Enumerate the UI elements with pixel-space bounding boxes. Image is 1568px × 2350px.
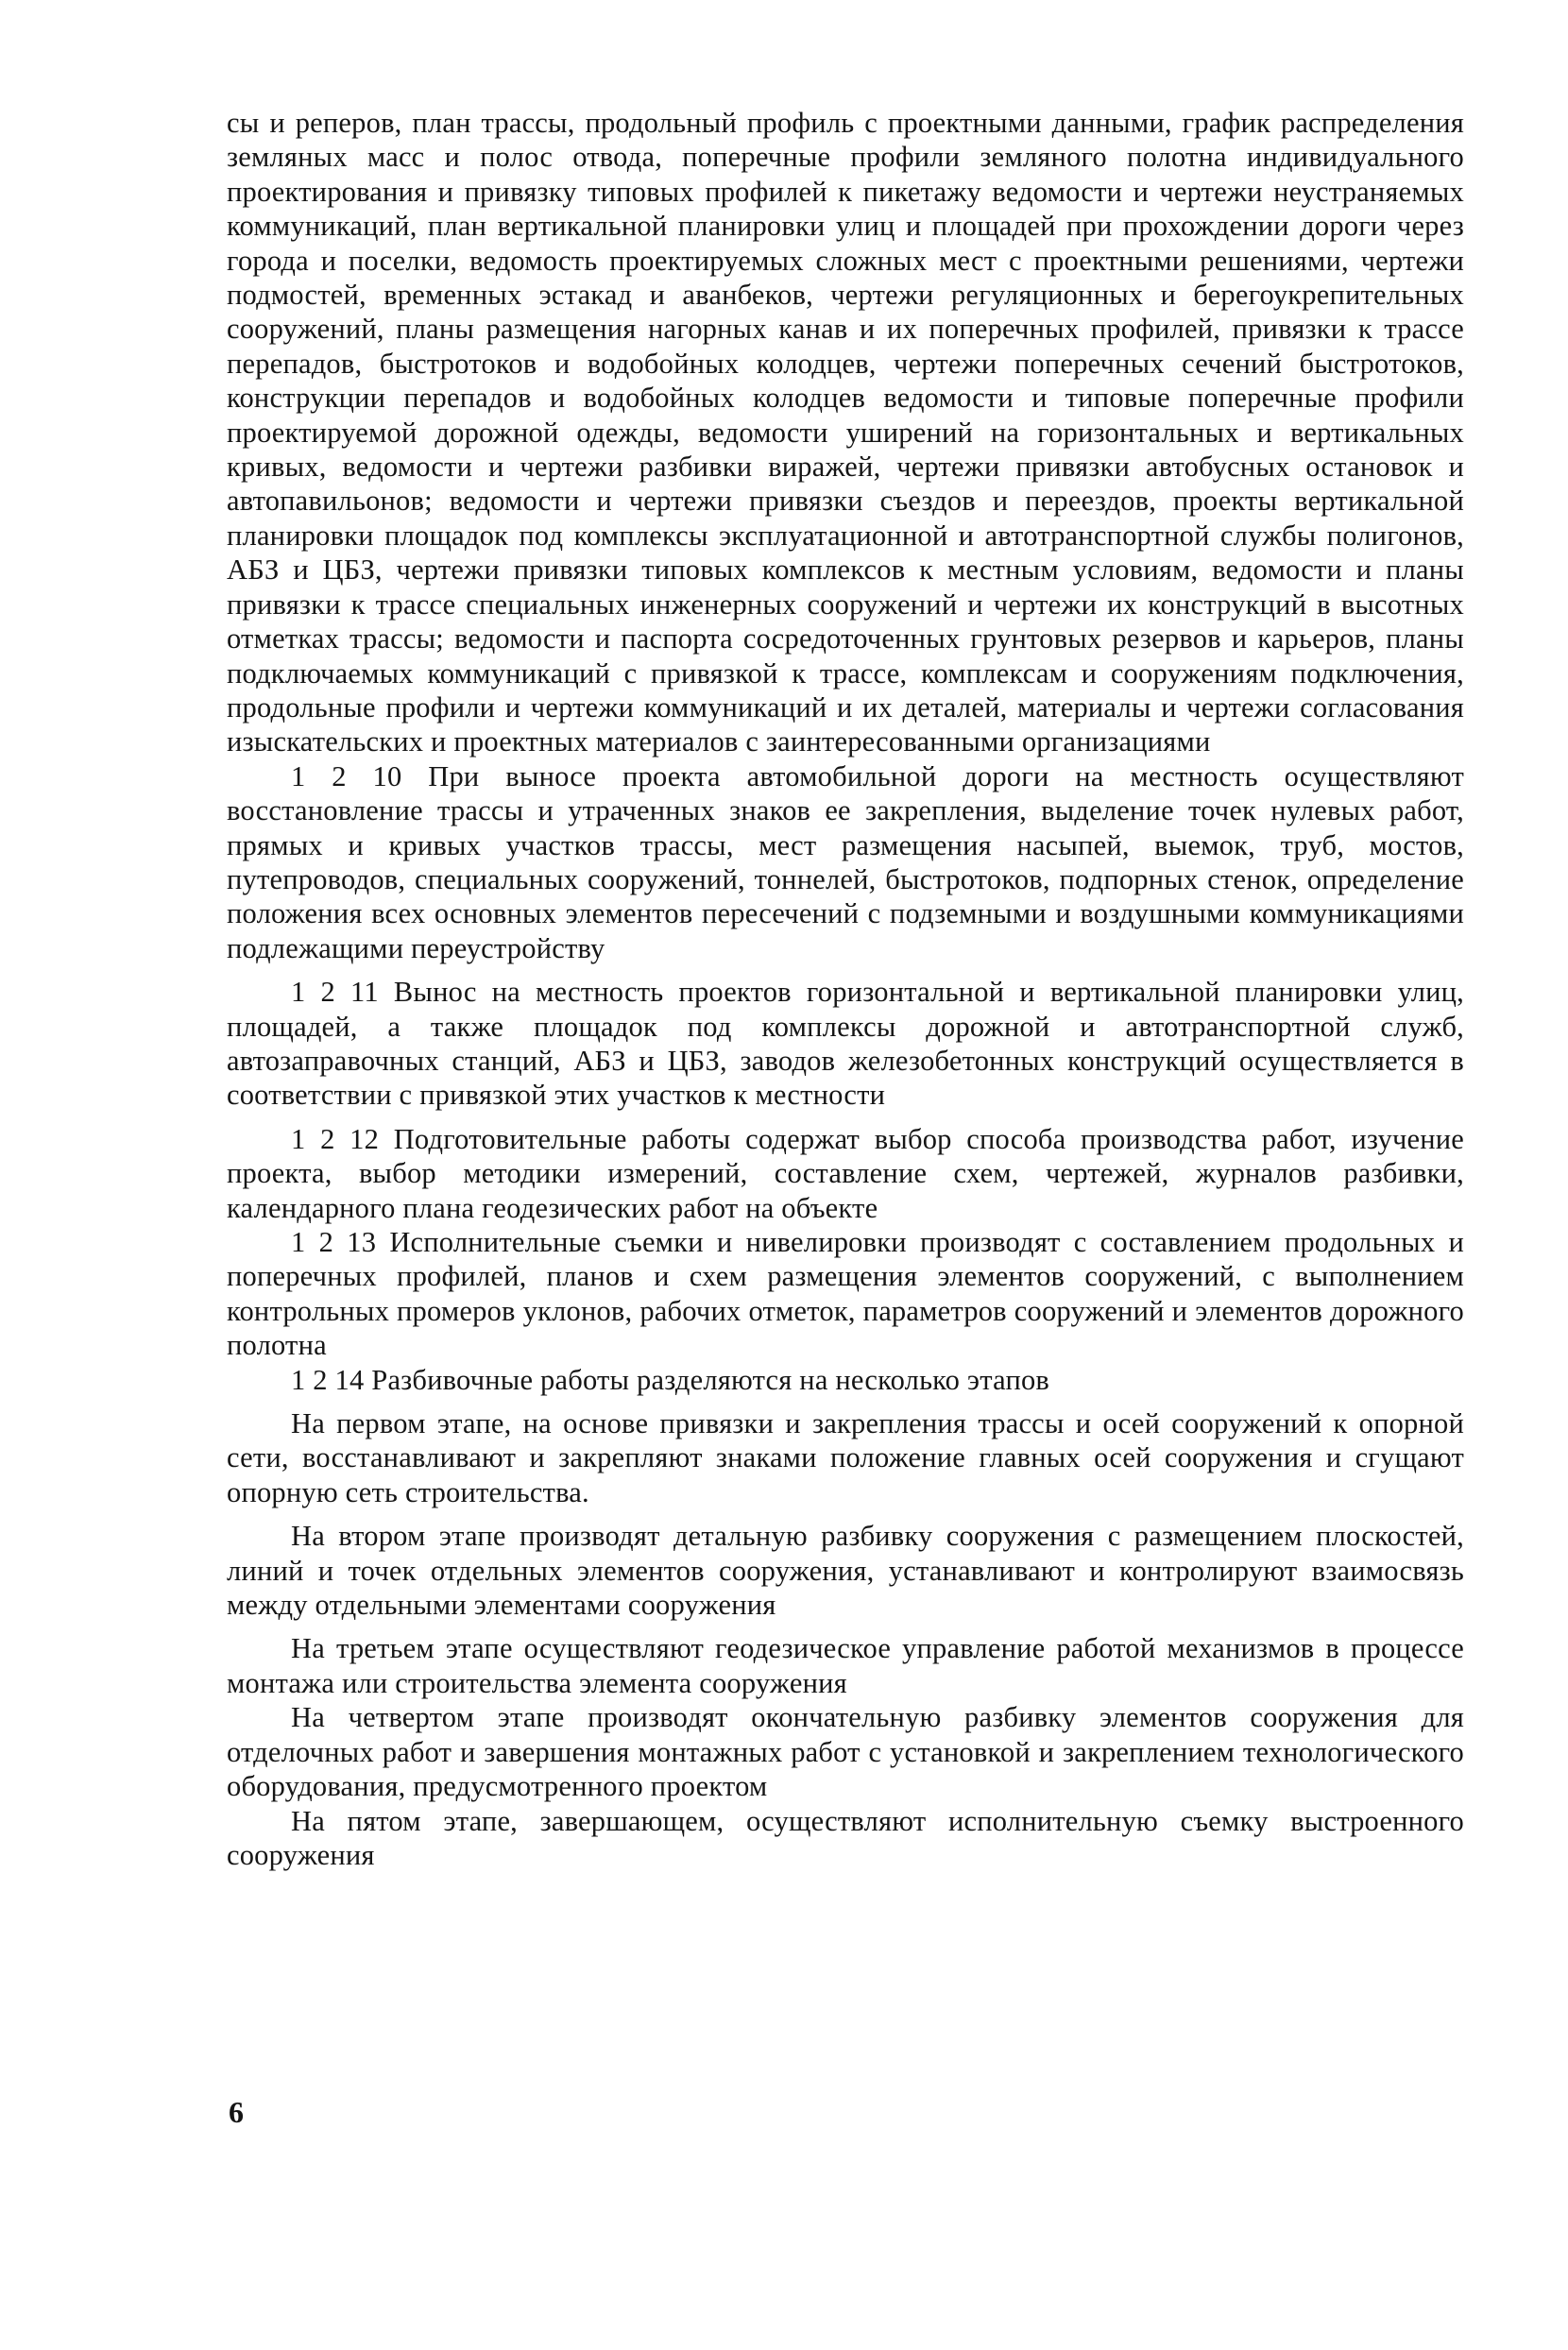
paragraph-1-2-14: 1 2 14 Разбивочные работы разделяются на несколько этапов [291, 1363, 1050, 1396]
document-body [227, 106, 1464, 1872]
paragraph-1-2-11: 1 2 11 Вынос на местность проектов горизонтальной и вертикальной планировки улиц, площадей, а также площадок под комплексы дорожной и автотранспортной служб, автозаправочных станций, АБЗ и ЦБЗ, заводов железобетонных конструкций осуществляется в соответствии с привязкой этих участков к местности [227, 976, 1464, 1112]
paragraph-1-2-10: 1 2 10 При выносе проекта автомобильной дороги на местность осуществляют восстановление трассы и утраченных знаков ее закрепления, выделение точек нулевых работ, прямых и кривых участков трассы, мест размещения насыпей, выемок, труб, мостов, путепроводов, специальных сооружений, тоннелей, быстротоков, подпорных стенок, определение положения всех основных элементов пересечений с подземными и воздушными коммуникациями подлежащими переустройству [227, 759, 1464, 964]
paragraph-stage-1: На первом этапе, на основе привязки и закрепления трассы и осей сооружений к опорной сети, восстанавливают и закрепляют знаками положение главных осей сооружения и сгущают опорную сеть строительства. [227, 1407, 1464, 1508]
paragraph-1-2-12: 1 2 12 Подготовительные работы содержат выбор способа производства работ, изучение проекта, выбор методики измерений, составление схем, чертежей, журналов разбивки, календарного плана геодезических работ на объекте [227, 1122, 1464, 1224]
page-number: 6 [229, 2095, 244, 2129]
paragraph-list-of-materials: сы и реперов, план трассы, продольный профиль с проектными данными, график распределения земляных масс и полос отвода, поперечные профили земляного полотна индивидуального проектирования и привязку типовых профилей к пикетажу ведомости и чертежи неустраняемых коммуникаций, план вертикальной планировки улиц и площадей при прохождении дороги через города и поселки, ведомость проектируемых сложных мест с проектными решениями, чертежи подмостей, временных эстакад и аванбеков, чертежи регуляционных и берегоукрепительных сооружений, планы размещения нагорных канав и их поперечных профилей, привязки к трассе перепадов, быстротоков и водобойных колодцев, чертежи поперечных сечений быстротоков, конструкции перепадов и водобойных колодцев ведомости и типовые поперечные профили проектируемой дорожной одежды, ведомости уширений на горизонтальных и вертикальных кривых, ведомости и чертежи разбивки виражей, чертежи привязки автобусных остановок и автопавильонов; ведомости и чертежи привязки съездов и переездов, проекты вертикальной планировки площадок под комплексы эксплуатационной и автотранспортной службы полигонов, АБЗ и ЦБЗ, чертежи привязки типовых комплексов к местным условиям, ведомости и планы привязки к трассе специальных инженерных сооружений и чертежи их конструкций в высотных отметках трассы; ведомости и паспорта сосредоточенных грунтовых резервов и карьеров, планы подключаемых коммуникаций с привязкой к трассе, комплексам и сооружениям подключения, продольные профили и чертежи коммуникаций и их деталей, материалы и чертежи согласования изыскательских и проектных материалов с заинтересованными организациями [227, 107, 1464, 758]
paragraph-1-2-13: 1 2 13 Исполнительные съемки и нивелировки производят с составлением продольных и поперечных профилей, планов и схем размещения элементов сооружений, с выполнением контрольных промеров уклонов, рабочих отметок, параметров сооружений и элементов дорожного полотна [227, 1226, 1464, 1362]
paragraph-stage-5: На пятом этапе, завершающем, осуществляют исполнительную съемку выстроенного сооружения [227, 1804, 1464, 1871]
paragraph-stage-2: На втором этапе производят детальную разбивку сооружения с размещением плоскостей, линий и точек отдельных элементов сооружения, устанавливают и контролируют взаимосвязь между отдельными элементами сооружения [227, 1520, 1464, 1622]
paragraph-stage-3: На третьем этапе осуществляют геодезическое управление работой механизмов в процессе монтажа или строительства элемента сооружения [227, 1632, 1464, 1699]
paragraph-stage-4: На четвертом этапе производят окончательную разбивку элементов сооружения для отделочных работ и завершения монтажных работ с установкой и закреплением технологического оборудования, предусмотренного проектом [227, 1701, 1464, 1803]
